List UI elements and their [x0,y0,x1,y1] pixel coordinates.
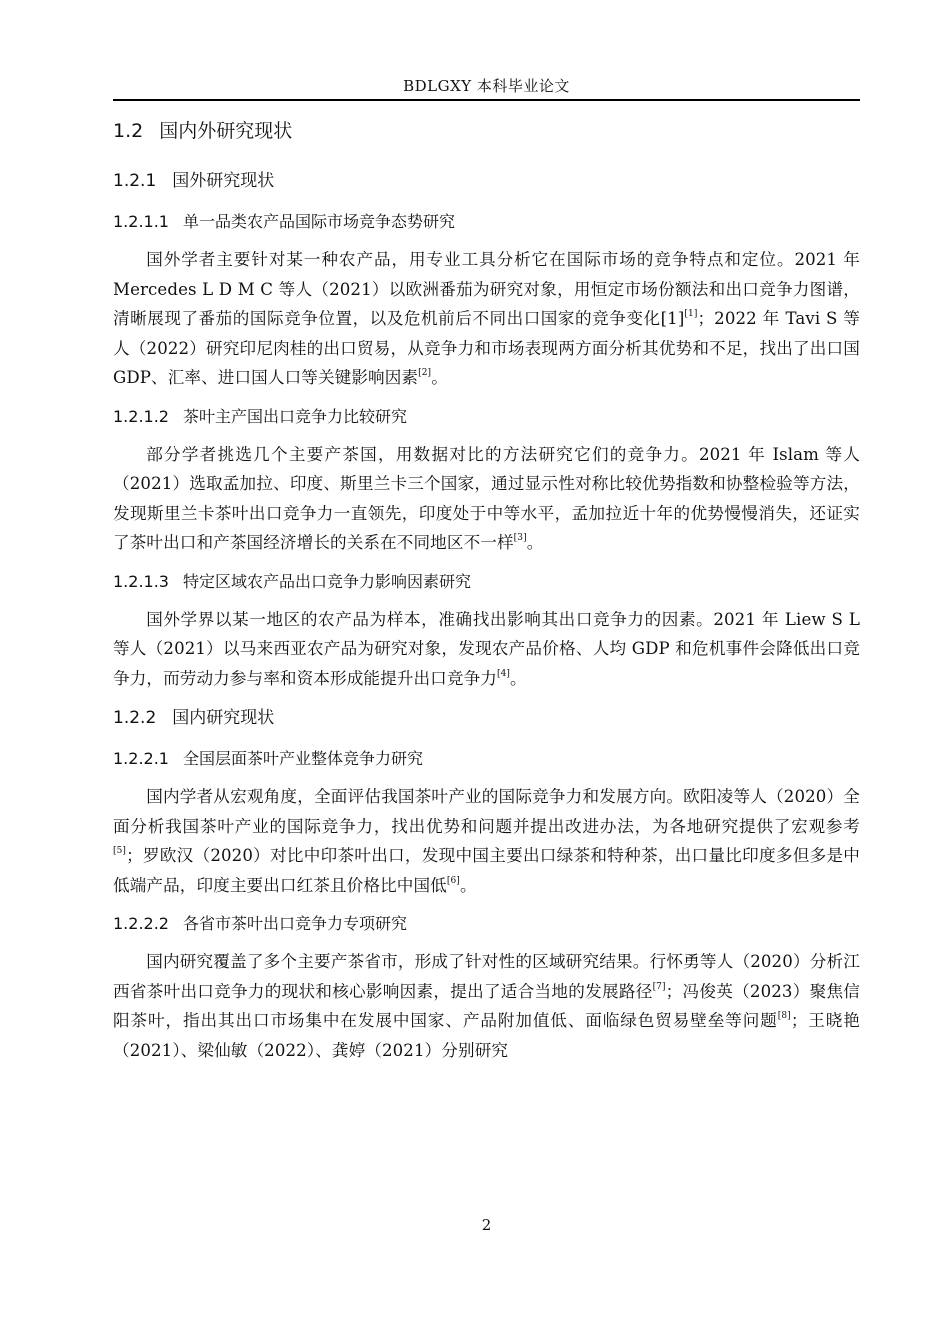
section-heading-1-2-1-1 [113,209,860,235]
section-title: 国内研究现状 [172,708,275,728]
section-number: 1.2.2.1 [113,749,169,768]
citation-ref: [6] [446,875,460,886]
paragraph-text: ；罗欧汉（2020）对比中印茶叶出口，发现中国主要出口绿茶和特种茶，出口量比印度多但多是中低端产品，印度主要出口红茶且价格比中国低 [113,846,860,895]
paragraph-text: 国内研究覆盖了多个主要产茶省市，形成了针对性的区域研究结果。行怀勇等人（2020）分析江西省茶叶出口竞争力的现状和核心影响因素，提出了适合当地的发展路径 [113,952,860,1001]
section-heading-1-2-1 [113,167,860,195]
paragraph-text: 国外学界以某一地区的农产品为样本，准确找出影响其出口竞争力的因素。2021 年 Liew S L 等人（2021）以马来西亚农产品为研究对象，发现农产品价格、人均 GDP 和危机事件会降低出口竞争力，而劳动力参与率和资本形成能提升出口竞争力 [113,609,860,688]
paragraph-text: 国内学者从宏观角度，全面评估我国茶叶产业的国际竞争力和发展方向。欧阳凌等人（2020）全面分析我国茶叶产业的国际竞争力，找出优势和问题并提出改进办法，为各地研究提供了宏观参考 [113,787,860,836]
paragraph-text: 部分学者挑选几个主要产茶国，用数据对比的方法研究它们的竞争力。2021 年 Islam 等人（2021）选取孟加拉、印度、斯里兰卡三个国家，通过显示性对称比较优势指数和协整检验等方法，发现斯里兰卡茶叶出口竞争力一直领先，印度处于中等水平，孟加拉近十年的优势慢慢消失，还证实了茶叶出口和产茶国经济增长的关系在不同地区不一样 [113,444,860,552]
paragraph-1-2-2-1 [113,782,860,900]
section-heading-1-2-2 [113,704,860,732]
paragraph-text: 。 [431,368,448,387]
section-number: 1.2.1.3 [113,571,169,591]
citation-ref: [1] [684,309,698,319]
section-number: 1.2 [113,120,144,142]
paragraph-text: 。 [459,875,477,895]
section-title: 单一品类农产品国际市场竞争态势研究 [182,212,455,231]
section-heading-1-2-1-2 [113,404,860,430]
paragraph-1-2-1-3 [113,605,860,694]
paragraph-text: 国外学者主要针对某一种农产品，用专业工具分析它在国际市场的竞争特点和定位。2021 年 Mercedes L D M C 等人（2021）以欧洲番茄为研究对象，用恒定市场份额法和出口竞争力图谱，清晰展现了番茄的国际竞争位置，以及危机前后不同出口国家的竞争变化[1] [113,250,860,328]
paragraph-text: 。 [526,533,544,552]
citation-ref: [4] [496,668,511,679]
section-title: 国内外研究现状 [159,120,293,142]
section-heading-1-2-2-2 [113,911,860,937]
paragraph-text: 。 [510,668,527,688]
section-number: 1.2.1.2 [113,406,169,426]
section-number: 1.2.1.1 [113,212,169,231]
section-title: 国外研究现状 [172,171,275,191]
running-header: BDLGXY 本科毕业论文 [403,77,570,95]
section-title: 全国层面茶叶产业整体竞争力研究 [182,749,423,768]
citation-ref: [7] [652,981,666,992]
paragraph-1-2-2-2 [113,947,860,1065]
paragraph-1-2-1-2 [113,440,860,558]
citation-ref: [8] [777,1011,791,1021]
section-number: 1.2.1 [113,171,157,191]
section-title: 特定区域农产品出口竞争力影响因素研究 [182,571,471,591]
section-number: 1.2.2.2 [113,914,169,933]
section-number: 1.2.2 [113,708,157,728]
section-heading-1-2-2-1 [113,746,860,772]
header-rule [113,99,860,101]
section-heading-1-2-1-3 [113,569,860,595]
paragraph-1-2-1-1 [113,245,860,393]
paragraph-text: ；冯俊英（2023）聚焦信阳茶叶，指出其出口市场集中在发展中国家、产品附加值低、面临绿色贸易壁垒等问题 [113,981,861,1030]
page-number: 2 [481,1216,492,1234]
paragraph-text: ；王晓艳（2021）、梁仙敏（2022）、龚婷（2021）分别研究 [113,1011,860,1060]
section-heading-1-2 [113,116,860,146]
paragraph-text: ；2022 年 Tavi S 等人（2022）研究印尼肉桂的出口贸易，从竞争力和市场表现两方面分析其优势和不足，找出了出口国 GDP、汇率、进口国人口等关键影响因素 [113,309,860,387]
citation-ref: [3] [513,533,527,543]
page-content [113,116,860,1076]
citation-ref: [5] [113,846,127,856]
document-page [113,0,860,1344]
section-title: 茶叶主产国出口竞争力比较研究 [182,406,407,426]
citation-ref: [2] [418,368,432,378]
section-title: 各省市茶叶出口竞争力专项研究 [182,914,407,933]
